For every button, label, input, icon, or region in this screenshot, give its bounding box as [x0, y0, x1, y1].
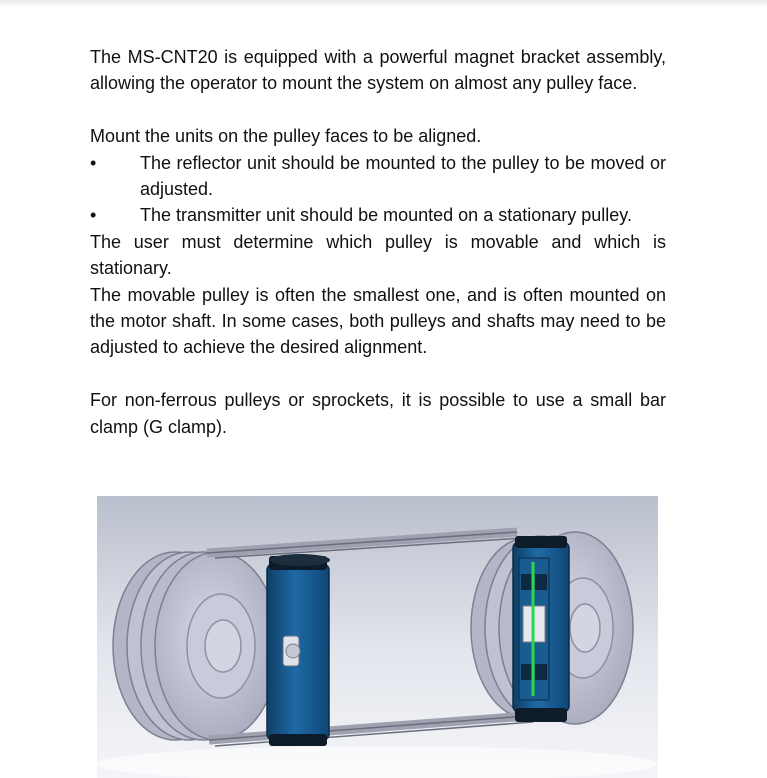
bullet-item-reflector [90, 150, 666, 203]
document-body [90, 44, 666, 440]
bullet-mark: • [90, 205, 97, 226]
pulley-render-illustration [97, 496, 658, 778]
bullet-mark: • [90, 152, 97, 173]
intro-paragraph: The MS-CNT20 is equipped with a powerful magnet bracket assembly, allowing the operator to mount the system on almost any pulley face. [90, 47, 666, 94]
left-pulley [113, 552, 279, 740]
bullet-text: The transmitter unit should be mounted on a stationary pulley. [140, 205, 632, 226]
top-shadow-bar [0, 0, 767, 8]
mount-instruction: Mount the units on the pulley faces to be aligned. [90, 126, 482, 147]
bullet-item-transmitter [90, 202, 666, 228]
movable-determination-paragraph: The user must determine which pulley is movable and which is stationary. [90, 231, 666, 279]
transmitter-unit [267, 554, 330, 746]
paragraph-spacer [90, 97, 666, 123]
bullet-text: The reflector unit should be mounted to the pulley to be moved or adjusted. [140, 152, 666, 200]
reflector-unit [513, 536, 569, 722]
pulley-alignment-figure [97, 496, 658, 778]
paragraph-spacer [90, 361, 666, 387]
non-ferrous-paragraph: For non-ferrous pulleys or sprockets, it is possible to use a small bar clamp (G clamp). [90, 390, 666, 437]
movable-pulley-paragraph: The movable pulley is often the smallest one, and is often mounted on the motor shaft. In some cases, both pulleys and shafts may need to be adjusted to achieve the desired alignment. [90, 284, 666, 358]
